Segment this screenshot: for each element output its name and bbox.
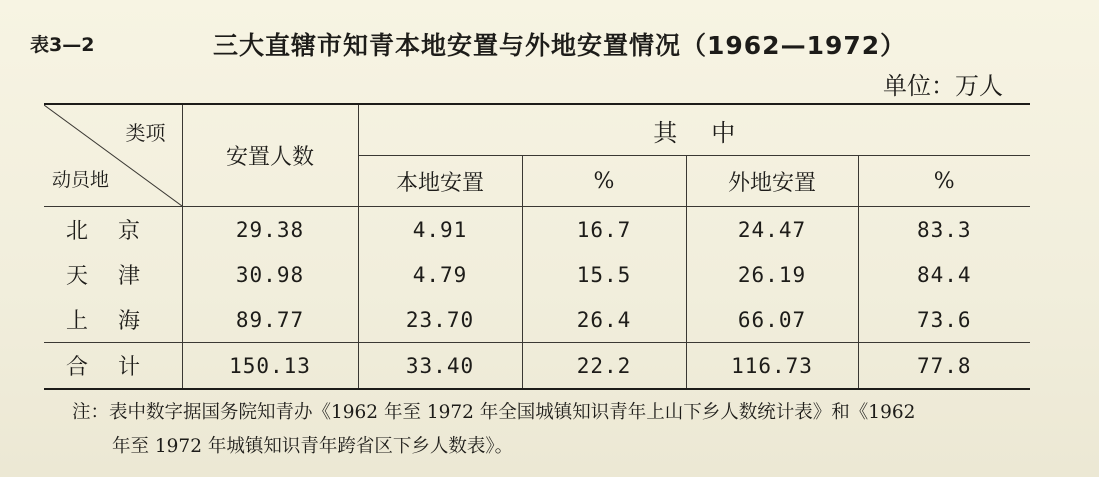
total-row-local: 33.40 <box>358 343 522 390</box>
row-total: 29.38 <box>182 207 358 253</box>
corner-header-cell <box>44 104 182 207</box>
row-local: 4.79 <box>358 252 522 297</box>
header-remote-placement: 外地安置 <box>686 156 858 207</box>
table-footnote <box>72 396 1042 464</box>
header-local-percent: % <box>522 156 686 207</box>
total-row-remote-pct: 77.8 <box>858 343 1030 390</box>
row-city: 上海 <box>44 297 182 343</box>
table-title: 三大直辖市知青本地安置与外地安置情况（1962—1972） <box>213 31 907 60</box>
row-remote-pct: 73.6 <box>916 307 972 332</box>
header-local-placement: 本地安置 <box>358 156 522 207</box>
row-city: 天津 <box>44 252 182 297</box>
header-remote-percent: % <box>858 156 1030 207</box>
total-row-remote: 116.73 <box>686 343 858 390</box>
total-row <box>44 343 1030 390</box>
unit-label: 单位：万人 <box>883 72 1003 100</box>
row-local-pct: 16.7 <box>522 207 686 253</box>
header-total-placed: 安置人数 <box>182 104 358 207</box>
corner-header-origin: 动员地 <box>52 169 110 191</box>
row-total: 89.77 <box>182 297 358 343</box>
header-row-1 <box>44 104 1030 156</box>
row-remote: 24.47 <box>686 207 858 253</box>
table-row <box>44 207 1030 253</box>
row-local: 4.91 <box>358 207 522 253</box>
footnote-line-1: 注：表中数字据国务院知青办《1962 年至 1972 年全国城镇知识青年上山下乡人数统计表》和《1962 <box>72 402 916 423</box>
row-remote-pct: 84.4 <box>916 262 972 287</box>
data-table <box>44 103 1030 390</box>
table-row <box>44 252 1030 297</box>
footnote-line-2: 年至 1972 年城镇知识青年跨省区下乡人数表》。 <box>112 436 514 457</box>
total-row-label: 合计 <box>44 343 182 390</box>
row-local-pct: 15.5 <box>522 252 686 297</box>
row-local: 23.70 <box>358 297 522 343</box>
table-label: 表3—2 <box>30 34 95 56</box>
table-row <box>44 297 1030 343</box>
row-local-pct: 26.4 <box>522 297 686 343</box>
row-remote: 66.07 <box>686 297 858 343</box>
row-remote-pct: 83.3 <box>916 217 972 242</box>
row-total: 30.98 <box>182 252 358 297</box>
total-row-local-pct: 22.2 <box>522 343 686 390</box>
row-city: 北京 <box>44 207 182 253</box>
total-row-total: 150.13 <box>182 343 358 390</box>
corner-header-category: 类项 <box>125 121 166 145</box>
row-remote: 26.19 <box>686 252 858 297</box>
header-of-which: 其中 <box>653 118 770 147</box>
